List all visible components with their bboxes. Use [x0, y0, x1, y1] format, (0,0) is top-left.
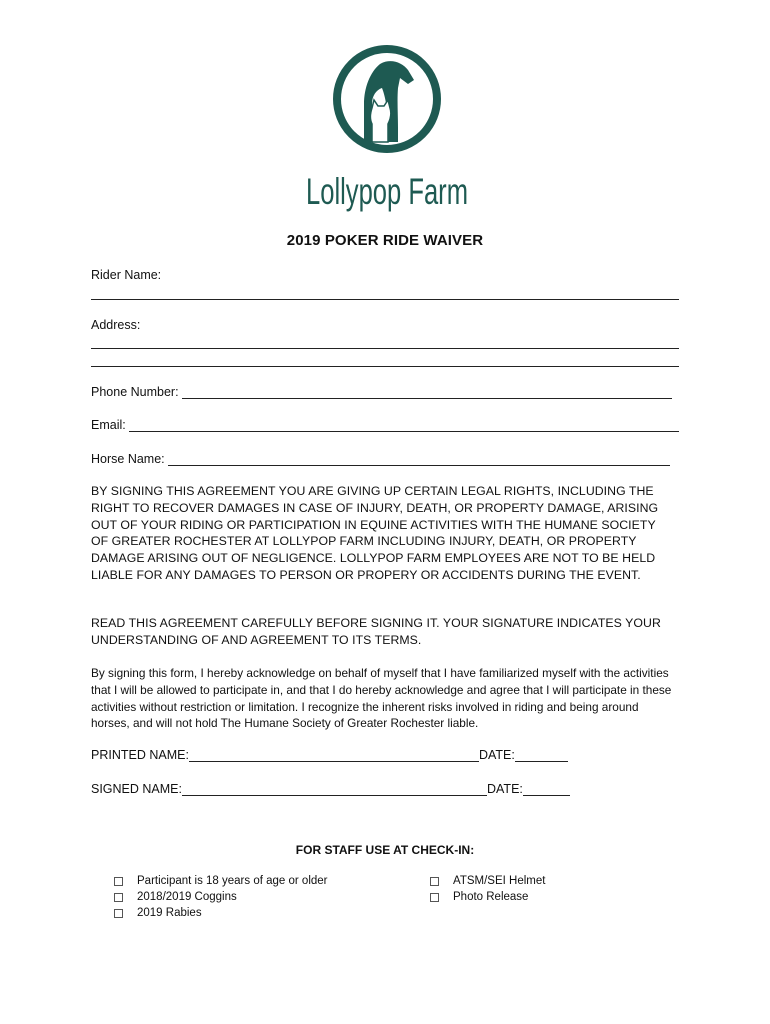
signed-name-row [91, 782, 570, 796]
checklist-item-label: 2018/2019 Coggins [137, 891, 237, 903]
signed-name-field[interactable] [182, 783, 487, 796]
checkbox[interactable] [430, 893, 439, 902]
checklist-item [114, 905, 328, 921]
checklist-item-label: Photo Release [453, 891, 529, 903]
checklist-item-label: ATSM/SEI Helmet [453, 875, 546, 887]
logo-emblem-icon [302, 44, 472, 212]
horse-name-row [91, 452, 670, 466]
rider-name-label: Rider Name: [91, 268, 162, 282]
printed-date-field[interactable] [515, 749, 568, 762]
agreement-paragraph-3: By signing this form, I hereby acknowledge on behalf of myself that I have familiarized myself with the activities that I will be allowed to participate in, and that I do hereby acknowledge and agree that I will participate in these activities without restriction or limitation. I recognize the inherent risks involved in riding and being around horses, and will not hold The Humane Society of Greater Rochester liable. [91, 666, 672, 731]
address-field-line-2[interactable] [91, 366, 679, 367]
printed-date-label: DATE: [478, 748, 515, 762]
checklist-item [430, 889, 545, 905]
staff-section-title: FOR STAFF USE AT CHECK-IN: [295, 843, 475, 857]
checklist-item [114, 873, 328, 889]
printed-name-label: PRINTED NAME: [91, 748, 189, 762]
checkbox[interactable] [430, 877, 439, 886]
checklist-item-label: 2019 Rabies [137, 907, 202, 919]
checklist-item [430, 873, 545, 889]
rider-name-field[interactable] [91, 299, 679, 300]
checklist-item [114, 889, 328, 905]
checklist-item-label: Participant is 18 years of age or older [137, 875, 328, 887]
logo-wordmark: Lollypop Farm [306, 171, 468, 212]
email-label: Email: [91, 418, 126, 432]
phone-row [91, 385, 672, 399]
checkbox[interactable] [114, 909, 123, 918]
printed-name-row [91, 748, 568, 762]
checkbox[interactable] [114, 893, 123, 902]
printed-name-field[interactable] [189, 749, 479, 762]
phone-label: Phone Number: [91, 385, 179, 399]
phone-field[interactable] [182, 386, 672, 399]
email-row [91, 418, 679, 432]
address-field-line-1[interactable] [91, 348, 679, 349]
checkbox[interactable] [114, 877, 123, 886]
lollypop-farm-logo [302, 44, 472, 212]
signed-date-field[interactable] [523, 783, 570, 796]
horse-name-field[interactable] [168, 453, 670, 466]
email-field[interactable] [129, 419, 679, 432]
agreement-paragraph-2: READ THIS AGREEMENT CAREFULLY BEFORE SIGNING IT. YOUR SIGNATURE INDICATES YOUR UNDERSTANDING OF AND AGREEMENT TO ITS TERMS. [91, 616, 661, 647]
staff-checklist-right [430, 873, 545, 905]
staff-checklist-left [114, 873, 328, 921]
address-label: Address: [91, 318, 141, 332]
page-title: 2019 POKER RIDE WAIVER [286, 232, 484, 249]
signed-date-label: DATE: [487, 782, 523, 796]
agreement-paragraph-1: BY SIGNING THIS AGREEMENT YOU ARE GIVING UP CERTAIN LEGAL RIGHTS, INCLUDING THE RIGHT TO RECOVER DAMAGES IN CASE OF INJURY, DEATH, OR PROPERTY DAMAGE, ARISING OUT OF YOUR RIDING OR PARTICIPATION IN EQUINE ACTIVITIES WITH THE HUMANE SOCIETY OF GREATER ROCHESTER AT LOLLYPOP FARM INCLUDING INJURY, DEATH, OR PROPERTY DAMAGE ARISING OUT OF NEGLIGENCE. LOLLYPOP FARM EMPLOYEES ARE NOT TO BE HELD LIABLE FOR ANY DAMAGES TO PERSON OR PROPERY OR ACCIDENTS DURING THE EVENT. [91, 484, 659, 582]
signed-name-label: SIGNED NAME: [91, 782, 182, 796]
horse-name-label: Horse Name: [91, 452, 165, 466]
